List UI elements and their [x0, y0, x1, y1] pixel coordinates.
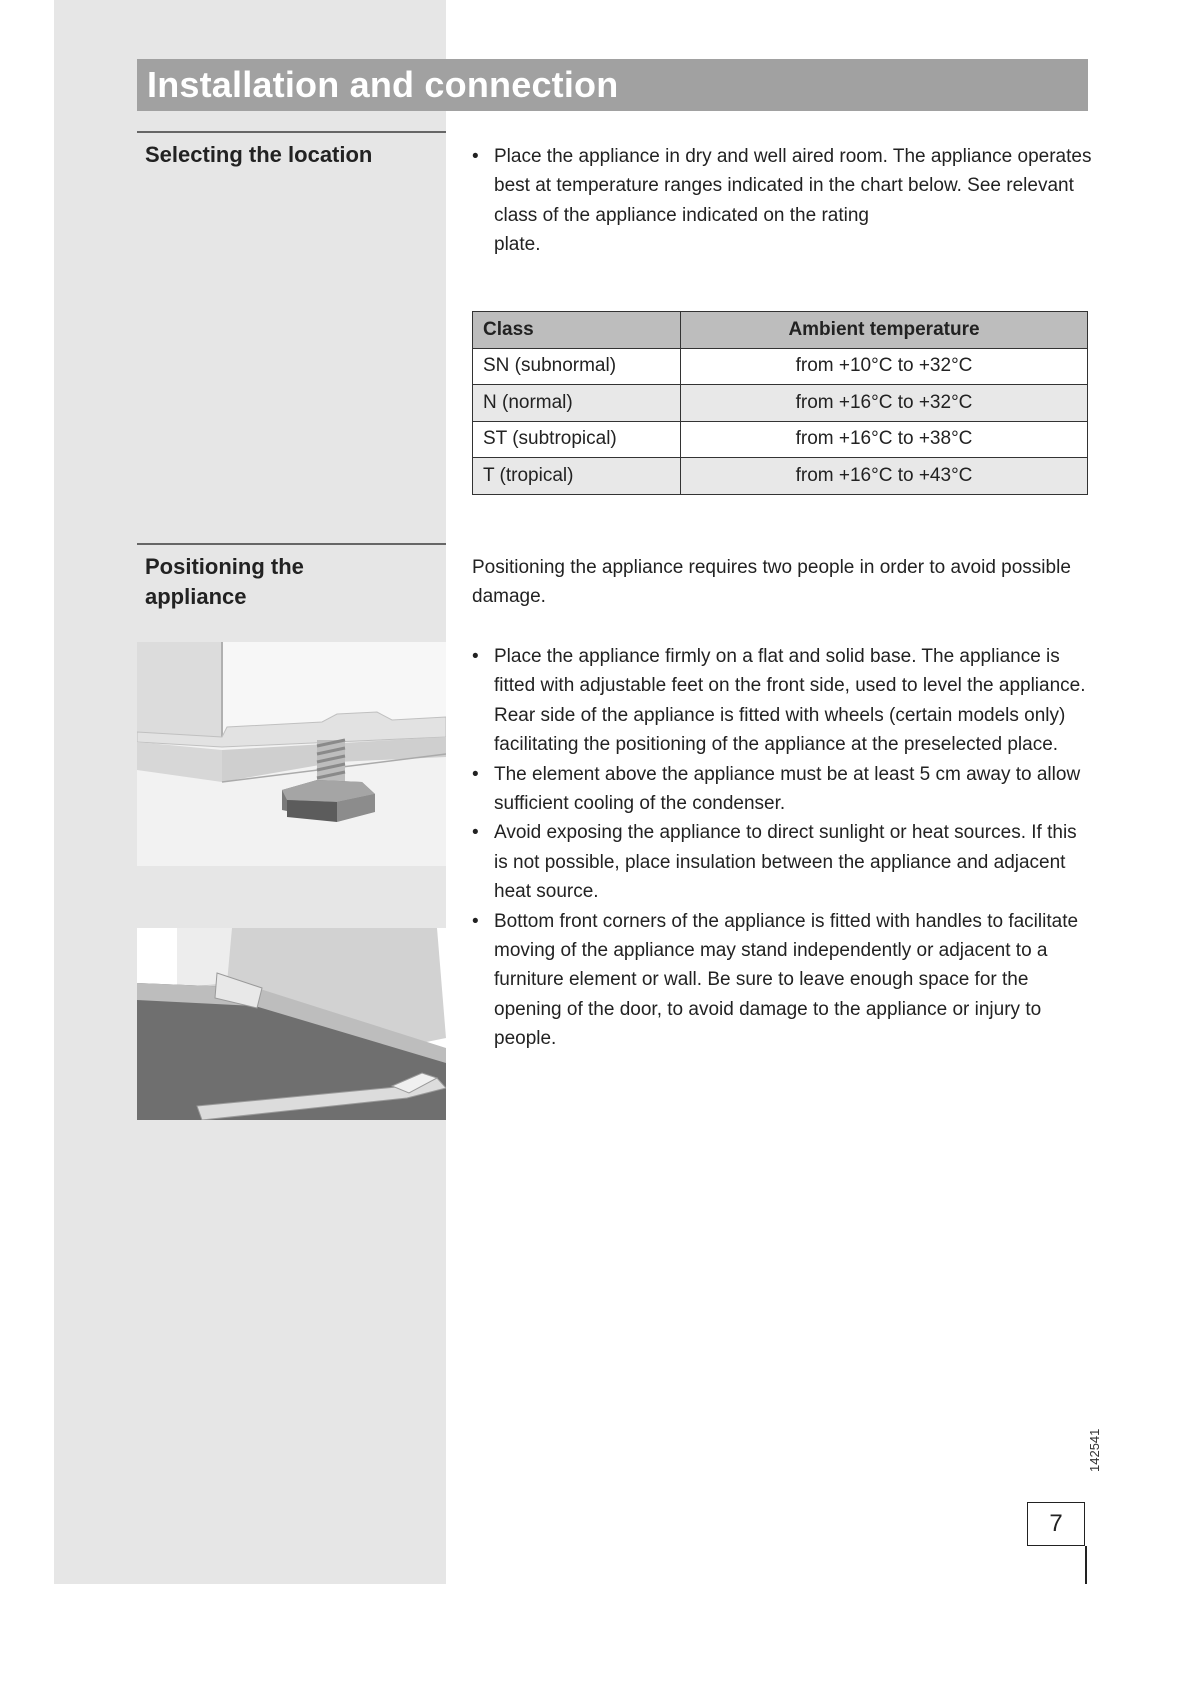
page-title: Installation and connection — [147, 64, 619, 105]
list-item: • Bottom front corners of the appliance is fitted with handles to facilitate moving of the appliance may stand independently or adjacent to a furniture element or wall. Be sure to leave enough space for the opening of the door, to avoid damage to the appliance or injury to people. — [472, 907, 1092, 1054]
temperature-cell: from +16°C to +38°C — [681, 421, 1088, 458]
adjustable-foot-drawing — [137, 642, 446, 866]
location-section-rule — [137, 131, 446, 133]
table-row — [473, 458, 1088, 495]
temperature-class-table — [472, 311, 1088, 495]
positioning-section-rule — [137, 543, 446, 545]
bottom-handle-illustration — [137, 928, 446, 1120]
adjustable-foot-illustration — [137, 642, 446, 866]
column-header-class: Class — [473, 312, 681, 349]
table-row — [473, 385, 1088, 422]
temperature-cell: from +16°C to +32°C — [681, 385, 1088, 422]
column-header-ambient-temperature: Ambient temperature — [681, 312, 1088, 349]
location-bullet-list — [472, 142, 1092, 260]
table-row — [473, 348, 1088, 385]
page-number-tick — [1085, 1546, 1087, 1584]
bottom-handle-drawing — [137, 928, 446, 1120]
class-cell: T (tropical) — [473, 458, 681, 495]
positioning-intro: Positioning the appliance requires two people in order to avoid possible damage. — [472, 557, 1071, 608]
table-row — [473, 421, 1088, 458]
temperature-cell: from +10°C to +32°C — [681, 348, 1088, 385]
class-cell: SN (subnormal) — [473, 348, 681, 385]
class-cell: N (normal) — [473, 385, 681, 422]
list-item: • Avoid exposing the appliance to direct sunlight or heat sources. If this is not possible, place insulation between the appliance and adjacent heat source. — [472, 818, 1092, 906]
positioning-bullet-list — [472, 642, 1092, 1054]
list-item: • The element above the appliance must be at least 5 cm away to allow sufficient cooling of the condenser. — [472, 760, 1092, 819]
list-item: • Place the appliance firmly on a flat and solid base. The appliance is fitted with adjustable feet on the front side, used to level the appliance. Rear side of the appliance is fitted with wheels (certain models only) facilitating the positioning of the appliance at the preselected place. — [472, 642, 1092, 760]
section-title-bar — [137, 59, 1088, 111]
list-item: • Place the appliance in dry and well aired room. The appliance operates best at temperature ranges indicated in the chart below. See relevant class of the appliance indicated on the rating plate. — [472, 142, 1092, 260]
positioning-heading: Positioning the appliance — [145, 554, 304, 609]
location-heading: Selecting the location — [145, 142, 373, 167]
temperature-cell: from +16°C to +43°C — [681, 458, 1088, 495]
page-number: 7 — [1027, 1502, 1085, 1546]
table-header-row — [473, 312, 1088, 349]
class-cell: ST (subtropical) — [473, 421, 681, 458]
document-code: 142541 — [1087, 1428, 1102, 1472]
